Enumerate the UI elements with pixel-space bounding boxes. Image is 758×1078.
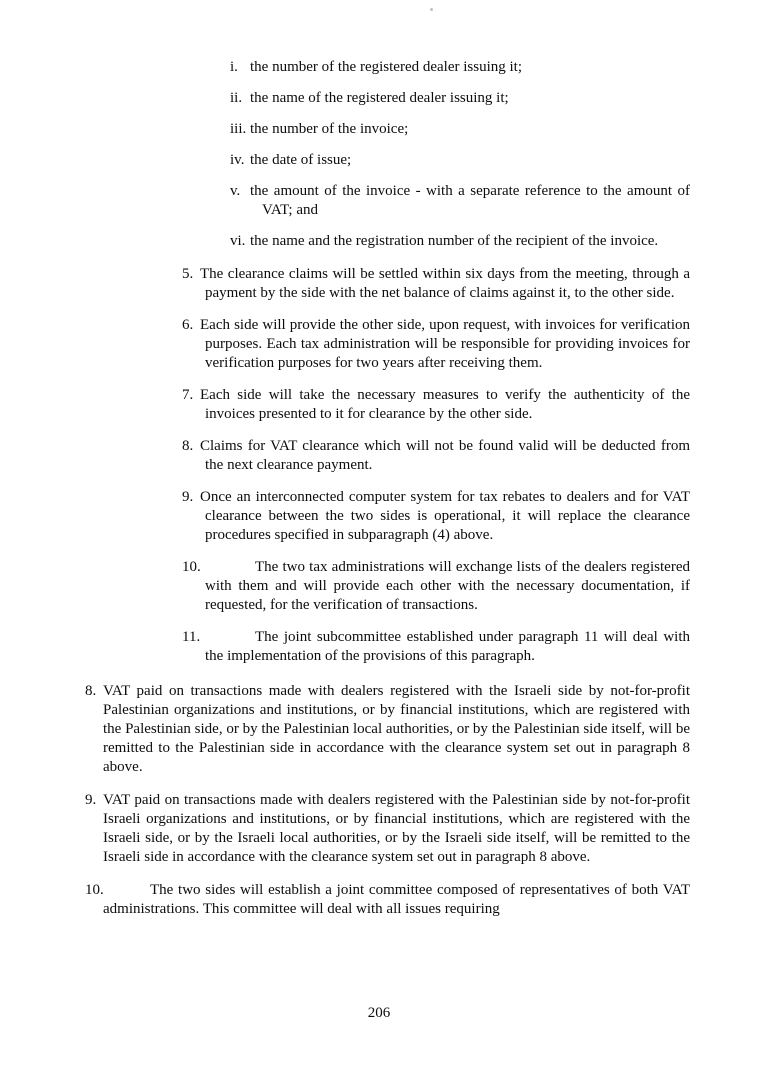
list-item bbox=[230, 120, 690, 139]
item-text: the number of the invoice; bbox=[250, 121, 409, 137]
item-text: Once an interconnected computer system for tax rebates to dealers and for VAT clearance between the two sides is operational, it will replace the clearance procedures specified in subparagraph (4) above. bbox=[200, 489, 690, 543]
vat-paragraphs-list bbox=[85, 682, 690, 919]
item-marker: 10. bbox=[182, 559, 201, 575]
list-item bbox=[182, 265, 690, 303]
item-marker: iii. bbox=[230, 121, 247, 137]
list-item bbox=[85, 881, 690, 919]
scan-artifact bbox=[430, 8, 433, 11]
item-text: The clearance claims will be settled within six days from the meeting, through a payment by the side with the net balance of claims against it, to the other side. bbox=[200, 266, 690, 301]
item-marker: 6. bbox=[182, 317, 194, 333]
item-text: Each side will provide the other side, upon request, with invoices for verification purposes. Each tax administration will be responsible for providing invoices for verification purposes for two years after receiving them. bbox=[200, 317, 690, 371]
item-text: the number of the registered dealer issuing it; bbox=[250, 59, 522, 75]
item-marker: 10. bbox=[85, 882, 104, 898]
item-text: The two tax administrations will exchange lists of the dealers registered with them and will provide each other with the necessary documentation, if requested, for the verification of transactions. bbox=[205, 559, 690, 613]
item-marker: 9. bbox=[85, 792, 97, 808]
item-marker: iv. bbox=[230, 152, 245, 168]
item-marker: 5. bbox=[182, 266, 194, 282]
item-marker: v. bbox=[230, 183, 241, 199]
clearance-provisions-list bbox=[182, 265, 690, 666]
item-marker: 8. bbox=[85, 683, 97, 699]
item-marker: vi. bbox=[230, 233, 246, 249]
item-text: the amount of the invoice - with a separate reference to the amount of VAT; and bbox=[250, 183, 690, 218]
invoice-details-list bbox=[230, 58, 690, 251]
item-text: VAT paid on transactions made with dealers registered with the Israeli side by not-for-profit Palestinian organizations and institutions, or by financial institutions, which are registered with the Palestinian side, or by the Palestinian local authorities, or by the Palestinian side itself, will be remitted to the Palestinian side in accordance with the clearance system set out in paragraph 8 above. bbox=[103, 683, 690, 775]
item-text: the name of the registered dealer issuing it; bbox=[250, 90, 509, 106]
item-text: the date of issue; bbox=[250, 152, 352, 168]
list-item bbox=[230, 182, 690, 220]
item-text: Each side will take the necessary measures to verify the authenticity of the invoices presented to it for clearance by the other side. bbox=[200, 387, 690, 422]
item-marker: ii. bbox=[230, 90, 243, 106]
item-text: Claims for VAT clearance which will not be found valid will be deducted from the next clearance payment. bbox=[200, 438, 690, 473]
list-item bbox=[230, 89, 690, 108]
item-marker: 7. bbox=[182, 387, 194, 403]
list-item bbox=[230, 151, 690, 170]
list-item bbox=[230, 58, 690, 77]
list-item bbox=[182, 386, 690, 424]
list-item bbox=[182, 558, 690, 615]
list-item bbox=[85, 791, 690, 867]
item-marker: 9. bbox=[182, 489, 194, 505]
list-item bbox=[182, 437, 690, 475]
list-item bbox=[182, 488, 690, 545]
item-marker: 8. bbox=[182, 438, 194, 454]
list-item bbox=[182, 316, 690, 373]
item-marker: 11. bbox=[182, 629, 201, 645]
list-item bbox=[230, 232, 690, 251]
item-text: the name and the registration number of the recipient of the invoice. bbox=[250, 233, 659, 249]
page-number: 206 bbox=[367, 1005, 391, 1021]
item-text: VAT paid on transactions made with dealers registered with the Palestinian side by not-for-profit Israeli organizations and institutions, or by financial institutions, which are registered with the Israeli side, or by the Israeli local authorities, or by the Israeli side itself, will be remitted to the Israeli side in accordance with the clearance system set out in paragraph 8 above. bbox=[103, 792, 690, 865]
item-text: The two sides will establish a joint committee composed of representatives of both VAT administrations. This committee will deal with all issues requiring bbox=[103, 882, 690, 917]
list-item bbox=[182, 628, 690, 666]
item-text: The joint subcommittee established under paragraph 11 will deal with the implementation of the provisions of this paragraph. bbox=[205, 629, 690, 664]
list-item bbox=[85, 682, 690, 777]
item-marker: i. bbox=[230, 59, 238, 75]
